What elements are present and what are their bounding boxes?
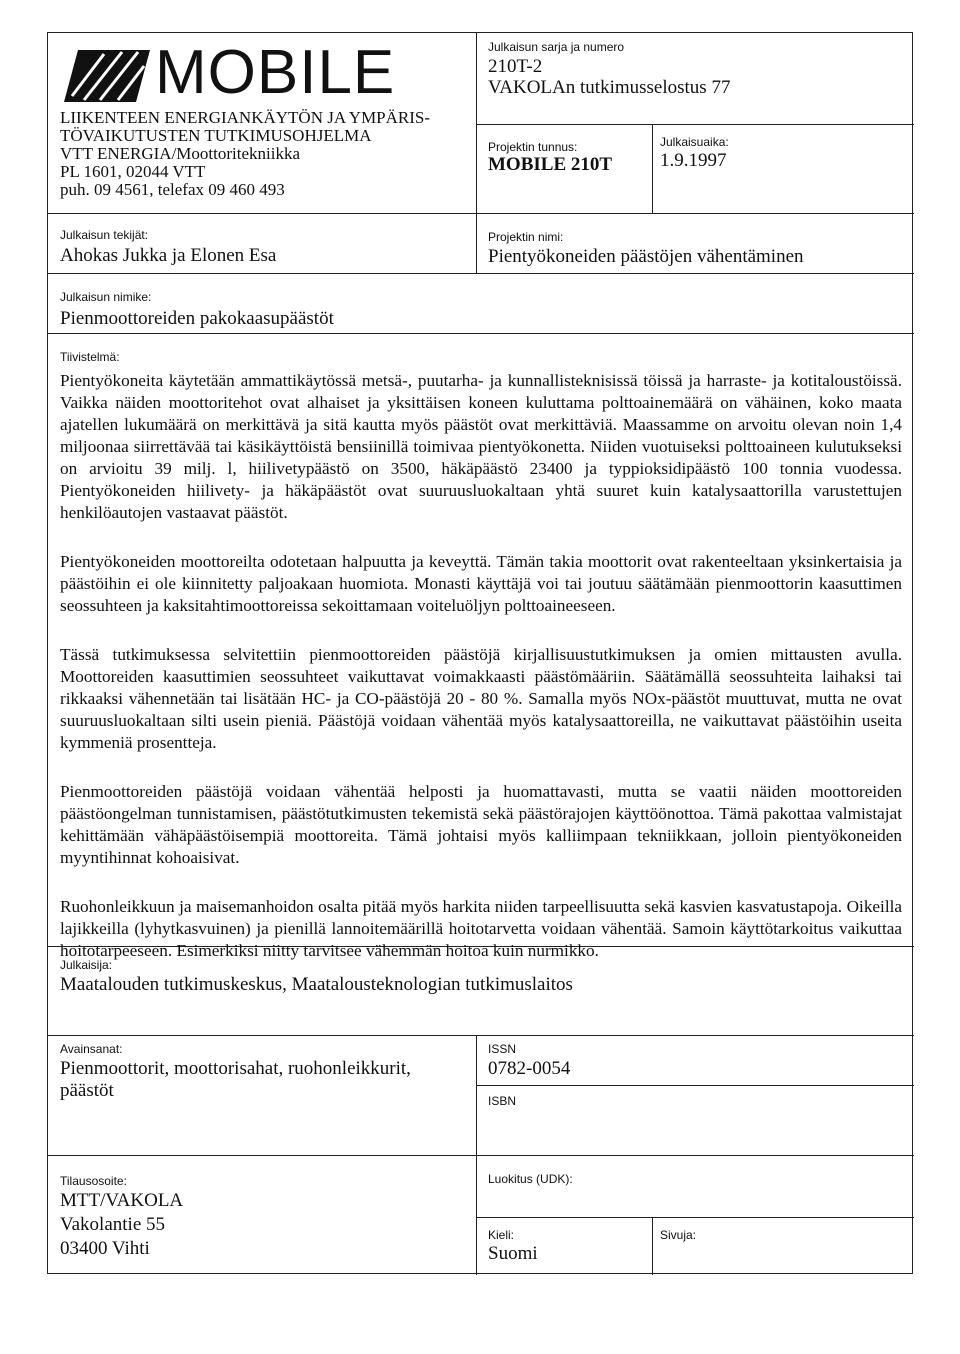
org-line: puh. 09 4561, telefax 09 460 493 xyxy=(60,180,285,199)
series-label: Julkaisun sarja ja numero xyxy=(488,40,625,54)
isbn-label: ISBN xyxy=(488,1094,517,1108)
language-value: Suomi xyxy=(488,1243,538,1264)
title-value: Pienmoottoreiden pakokaasupäästöt xyxy=(60,308,334,329)
order-address-line: 03400 Vihti xyxy=(60,1238,150,1259)
divider xyxy=(48,333,914,334)
divider xyxy=(652,1217,653,1275)
divider xyxy=(48,1035,914,1036)
issn-label: ISSN xyxy=(488,1042,517,1056)
order-address-label: Tilausosoite: xyxy=(60,1174,127,1188)
order-address-line: MTT/VAKOLA xyxy=(60,1190,184,1211)
authors-value: Ahokas Jukka ja Elonen Esa xyxy=(60,245,277,266)
summary-paragraph: Ruohonleikkuun ja maisemanhoidon osalta pitää myös harkita niiden tarpeellisuutta sekä kasvien kasvatustapoja. Oikeilla lajikkeilla (lyhytkasvuinen) ja pienillä lannoitemäärillä hoitotarvetta voidaan vähentää. Samoin käyttötarkoitus vaikuttaa hoitotarpeeseen. Esimerkiksi niitty tarvitsee vähemmän hoitoa kuin nurmikko. xyxy=(60,897,902,960)
divider xyxy=(48,273,914,274)
divider xyxy=(476,124,914,125)
divider xyxy=(476,1035,477,1275)
project-name-label: Projektin nimi: xyxy=(488,230,564,244)
divider xyxy=(652,124,653,213)
divider xyxy=(476,1217,914,1218)
project-id-label: Projektin tunnus: xyxy=(488,140,578,154)
keywords-label: Avainsanat: xyxy=(60,1042,123,1056)
summary-text xyxy=(60,370,902,989)
org-line: LIIKENTEEN ENERGIANKÄYTÖN JA YMPÄRIS- xyxy=(60,108,431,127)
keywords-value: Pienmoottorit, moottorisahat, ruohonleikkurit, xyxy=(60,1058,411,1079)
project-id-value: MOBILE 210T xyxy=(488,154,613,175)
divider xyxy=(48,213,914,214)
summary-paragraph: Pienmoottoreiden päästöjä voidaan vähentää helposti ja huomattavasti, mutta se vaatii näiden moottoreiden päästöongelman tunnistamisen, päästötutkimusten tekemistä sekä päästörajojen käyttöönottoa. Tämä pakottaa valmistajat kehittämään vähäpäästöisempiä moottoreita. Tämä johtaisi myös kalliimpaan tekniikkaan, jolloin pientyökoneiden myyntihinnat kohoaisivat. xyxy=(60,782,902,867)
org-line: TÖVAIKUTUSTEN TUTKIMUSOHJELMA xyxy=(60,126,372,145)
pub-date-label: Julkaisuaika: xyxy=(660,135,729,149)
divider xyxy=(48,1155,914,1156)
series-value: VAKOLAn tutkimusselostus 77 xyxy=(488,77,731,98)
org-line: VTT ENERGIA/Moottoritekniikka xyxy=(60,144,301,163)
summary-label: Tiivistelmä: xyxy=(60,350,120,364)
logo-text: MOBILE xyxy=(155,38,396,107)
language-label: Kieli: xyxy=(488,1228,515,1242)
title-label: Julkaisun nimike: xyxy=(60,290,152,304)
order-address-line: Vakolantie 55 xyxy=(60,1214,166,1235)
summary-paragraph: Tässä tutkimuksessa selvitettiin pienmoottoreiden päästöjä kirjallisuustutkimuksen ja omien mittausten avulla. Moottoreiden kaasuttimien seossuhteet vaikuttavat voimakkaasti päästömääriin. Säätämällä seossuhteita laihaksi tai rikkaaksi vähennetään tai lisätään HC- ja CO-päästöjä 20 - 80 %. Samalla myös NOx-päästöt muuttuvat, mutta ne ovat suuruusluokaltaan silti usein pieniä. Päästöjä voidaan vähentää myös katalysaattoreilla, ne vaikuttavat päästöihin useita kymmeniä prosentteja. xyxy=(60,645,902,752)
pages-label: Sivuja: xyxy=(660,1228,697,1242)
keywords-value: päästöt xyxy=(60,1080,114,1101)
divider xyxy=(476,33,477,273)
issn-value: 0782-0054 xyxy=(488,1058,571,1079)
summary-paragraph: Pientyökoneita käytetään ammattikäytössä metsä-, puutarha- ja kunnallisteknisissä töissä ja harraste- ja kotitaloustöissä. Vaikka näiden moottoritehot ovat alhaiset ja yksittäisen koneen kuluttama polttoainemäärä on vähäinen, koko maata ajatellen lukumäärä on merkittävä ja sitä kautta myös päästöt ovat merkittäviä. Maassamme on arvoitu olevan noin 1,4 miljoonaa siirrettävää tai käsikäyttöistä bensiinillä toimivaa pientyökonetta. Niiden vuotuiseksi polttoaineen kulutukseksi on arvioitu 39 milj. l, hiilivetypäästö on 3500, häkäpäästö 23400 ja typpioksidipäästö 100 tonnia vuodessa. Pientyökoneiden hiilivety- ja häkäpäästöt ovat suuruusluokaltaan yhtä suuret kuin katalysaattorilla varustettujen henkilöautojen vastaavat päästöt. xyxy=(60,371,902,522)
pub-date-value: 1.9.1997 xyxy=(660,150,727,171)
summary-paragraph: Pientyökoneiden moottoreilta odotetaan halpuutta ja keveyttä. Tämän takia moottorit ovat rakenteeltaan yksinkertaisia ja päästöihin ei ole kiinnitetty paljoakaan huomiota. Monasti käyttäjä voi tai joutuu säätämään pienmoottorin kaasuttimen seossuhteen ja kaksitahtimoottoreissa sekoittamaan voiteluöljyn polttoaineeseen. xyxy=(60,552,902,615)
publisher-label: Julkaisija: xyxy=(60,958,113,972)
udk-label: Luokitus (UDK): xyxy=(488,1172,573,1186)
divider xyxy=(476,1085,914,1086)
authors-label: Julkaisun tekijät: xyxy=(60,228,149,242)
mobile-logo-icon xyxy=(64,50,150,102)
series-value: 210T-2 xyxy=(488,56,543,77)
project-name-value: Pientyökoneiden päästöjen vähentäminen xyxy=(488,246,804,267)
org-line: PL 1601, 02044 VTT xyxy=(60,162,206,181)
publisher-value: Maatalouden tutkimuskeskus, Maatalousteknologian tutkimuslaitos xyxy=(60,974,573,995)
